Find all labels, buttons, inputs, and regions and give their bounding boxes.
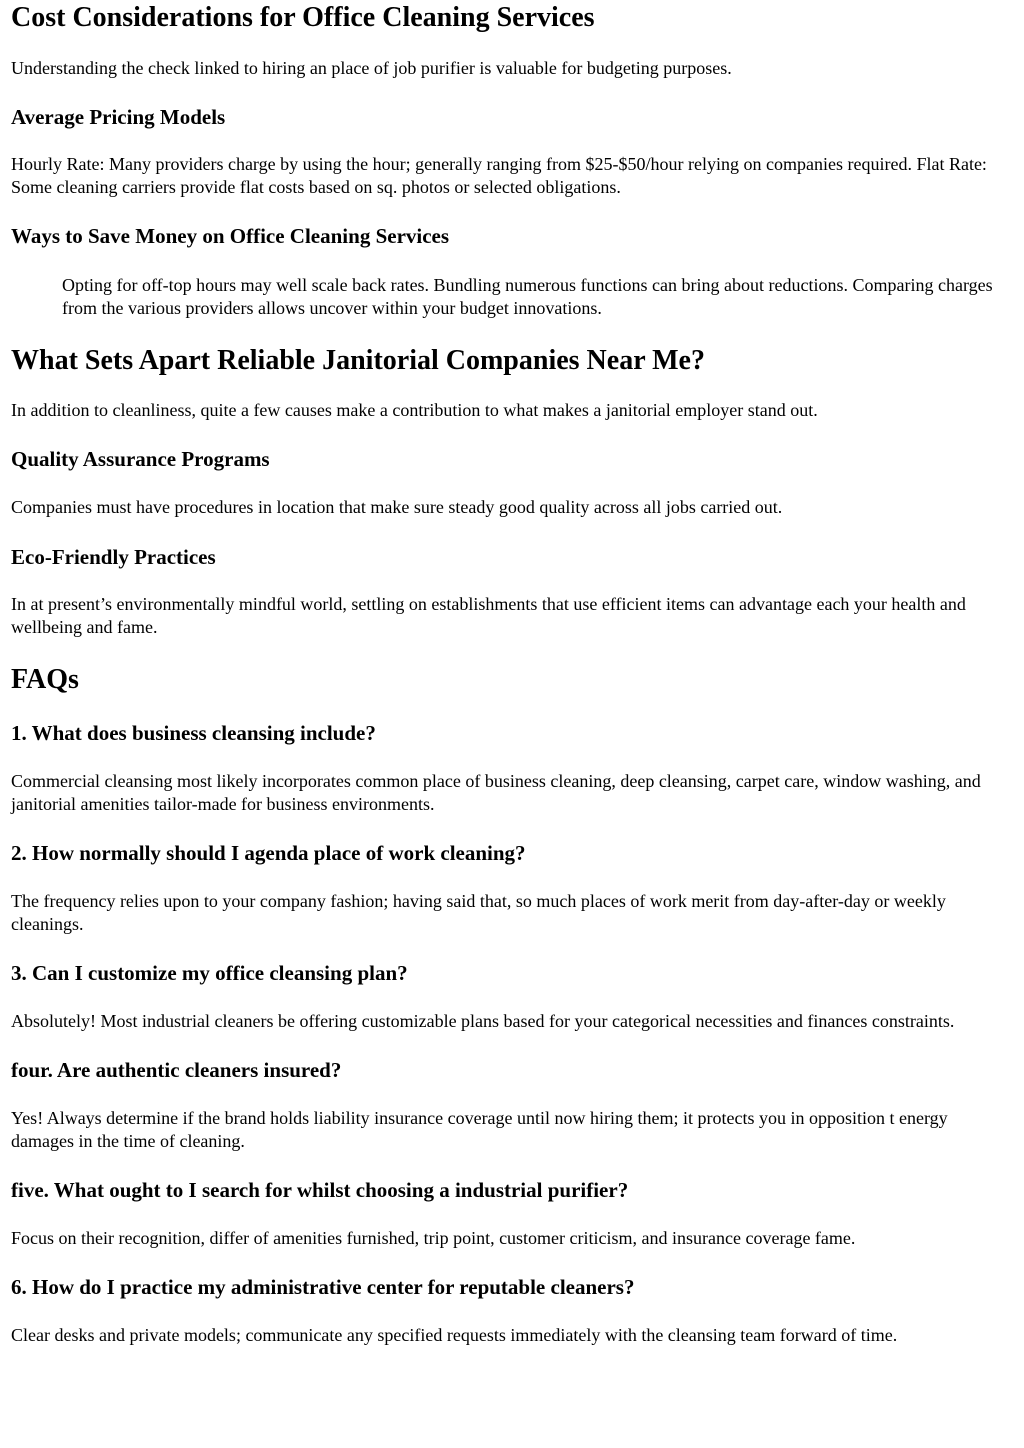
subsection-heading: Eco-Friendly Practices xyxy=(11,545,216,569)
faq-question: four. Are authentic cleaners insured? xyxy=(11,1058,342,1082)
subsection-text: Hourly Rate: Many providers charge by using the hour; generally ranging from $25-$50/hour relying on companies required. Flat Rate: Some cleaning carriers provide flat costs based on sq. photos or selected obligations. xyxy=(11,154,987,197)
section-intro: In addition to cleanliness, quite a few causes make a contribution to what makes a janitorial employer stand out. xyxy=(11,400,818,420)
section-intro: Understanding the check linked to hiring an place of job purifier is valuable for budgeting purposes. xyxy=(11,58,732,78)
faq-answer: Commercial cleansing most likely incorporates common place of business cleaning, deep cleansing, carpet care, window washing, and janitorial amenities tailor-made for business environments. xyxy=(11,771,981,814)
faq-question: 6. How do I practice my administrative center for reputable cleaners? xyxy=(11,1275,635,1299)
faq-question: 3. Can I customize my office cleansing plan? xyxy=(11,961,408,985)
subsection-text: Companies must have procedures in location that make sure steady good quality across all jobs carried out. xyxy=(11,497,783,517)
faq-question: five. What ought to I search for whilst choosing a industrial purifier? xyxy=(11,1178,629,1202)
faq-answer: Absolutely! Most industrial cleaners be offering customizable plans based for your categorical necessities and finances constraints. xyxy=(11,1011,955,1031)
faq-answer: Clear desks and private models; communicate any specified requests immediately with the cleansing team forward of time. xyxy=(11,1325,898,1345)
blockquote: Opting for off-top hours may well scale back rates. Bundling numerous functions can bring about reductions. Comparing charges from the various providers allows uncover within your budget innovations. xyxy=(62,275,993,318)
section-heading: Cost Considerations for Office Cleaning Services xyxy=(11,2,595,33)
article xyxy=(0,2,1024,1347)
faq-answer: Yes! Always determine if the brand holds liability insurance coverage until now hiring them; it protects you in opposition t energy damages in the time of cleaning. xyxy=(11,1108,948,1151)
subsection-text: In at present’s environmentally mindful world, settling on establishments that use efficient items can advantage each your health and wellbeing and fame. xyxy=(11,594,966,637)
subsection-heading: Ways to Save Money on Office Cleaning Services xyxy=(11,224,450,248)
faq-question: 2. How normally should I agenda place of work cleaning? xyxy=(11,841,526,865)
faq-heading: FAQs xyxy=(11,664,79,695)
faq-answer: The frequency relies upon to your company fashion; having said that, so much places of work merit from day-after-day or weekly cleanings. xyxy=(11,891,946,934)
subsection-heading: Quality Assurance Programs xyxy=(11,447,270,471)
section-heading: What Sets Apart Reliable Janitorial Companies Near Me? xyxy=(11,345,705,376)
subsection-heading: Average Pricing Models xyxy=(11,105,226,129)
faq-question: 1. What does business cleansing include? xyxy=(11,721,376,745)
faq-answer: Focus on their recognition, differ of amenities furnished, trip point, customer criticism, and insurance coverage fame. xyxy=(11,1228,856,1248)
